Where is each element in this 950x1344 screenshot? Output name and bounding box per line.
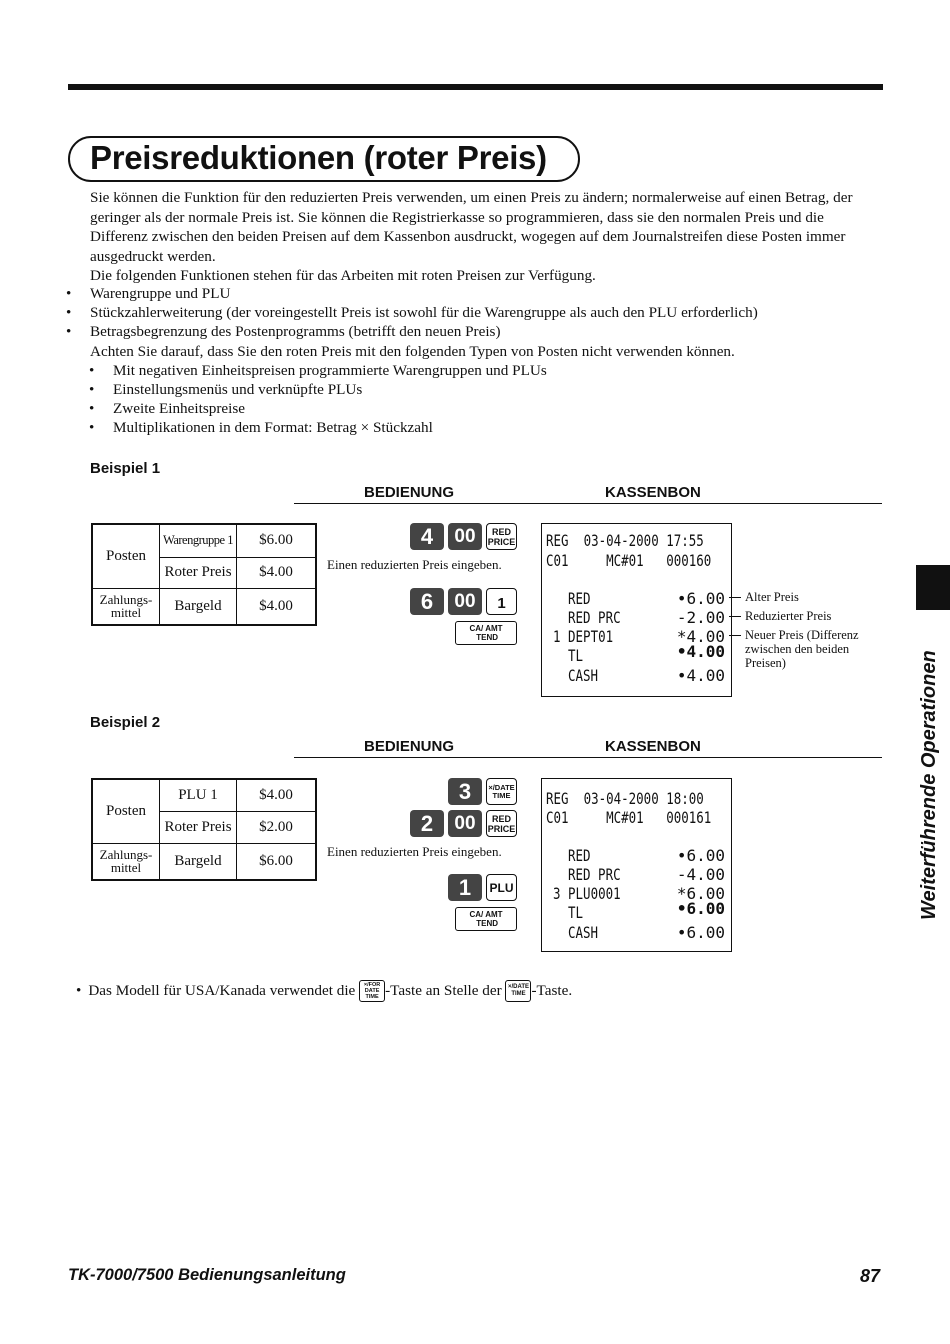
instruction-note: Einen reduzierten Preis eingeben. bbox=[327, 844, 502, 859]
receipt-line-value: •6.00 bbox=[676, 923, 725, 942]
payment-type: Bargeld bbox=[160, 843, 237, 880]
receipt-2 bbox=[541, 778, 732, 952]
receipt-header: KASSENBON bbox=[605, 738, 701, 755]
receipt-total-value: •4.00 bbox=[676, 642, 725, 661]
item-price: $6.00 bbox=[237, 524, 317, 557]
cash-amount-tend-key[interactable]: CA/ AMT TEND bbox=[455, 621, 517, 645]
example1-table bbox=[91, 523, 317, 626]
payment-amount: $6.00 bbox=[237, 843, 317, 880]
function-item: • Betragsbegrenzung des Postenprogramms (betrifft den neuen Preis) bbox=[66, 323, 501, 340]
key-6[interactable]: 6 bbox=[410, 588, 444, 615]
cash-amount-tend-key[interactable]: CA/ AMT TEND bbox=[455, 907, 517, 931]
key-4[interactable]: 4 bbox=[410, 523, 444, 550]
receipt-line-label: TL bbox=[568, 646, 584, 665]
payment-label: Zahlungs- mittel bbox=[92, 588, 160, 625]
receipt-header: KASSENBON bbox=[605, 484, 701, 501]
receipt-1 bbox=[541, 523, 732, 697]
callout-old-price: Alter Preis bbox=[745, 590, 799, 604]
header-rule bbox=[294, 757, 882, 758]
receipt-line-value: *6.00 bbox=[676, 884, 725, 903]
receipt-line-label: RED bbox=[568, 846, 591, 865]
receipt-line-value: •4.00 bbox=[676, 666, 725, 685]
callout-line bbox=[729, 597, 741, 598]
item-name: PLU 1 bbox=[160, 779, 237, 811]
page-number: 87 bbox=[860, 1266, 881, 1286]
department-key-1[interactable]: 1 bbox=[486, 588, 517, 615]
section-tab-label: Weiterführende Operationen bbox=[918, 650, 940, 920]
receipt-line-label: 3 PLU0001 bbox=[553, 884, 621, 903]
callout-reduced-price: Reduzierter Preis bbox=[745, 609, 832, 623]
plu-key[interactable]: PLU bbox=[486, 874, 517, 901]
callout-line bbox=[729, 635, 741, 636]
footnote-text: -Taste an Stelle der bbox=[385, 982, 506, 1000]
footnote bbox=[76, 980, 572, 1002]
receipt-total-value: •6.00 bbox=[676, 899, 725, 918]
receipt-line-value: •6.00 bbox=[676, 589, 725, 608]
restriction-item: • Mit negativen Einheitspreisen programmierte Warengruppen und PLUs bbox=[89, 362, 547, 379]
red-price-value: $2.00 bbox=[237, 811, 317, 843]
key-00[interactable]: 00 bbox=[448, 810, 482, 837]
function-item: • Stückzahlerweiterung (der voreingestellt Preis ist sowohl für die Warengruppe als auch den PLU erforderlich) bbox=[66, 304, 758, 321]
operation-header: BEDIENUNG bbox=[364, 738, 455, 755]
callout-line bbox=[729, 616, 741, 617]
payment-type: Bargeld bbox=[160, 588, 237, 625]
key-00[interactable]: 00 bbox=[448, 588, 482, 615]
receipt-line-label: RED PRC bbox=[568, 865, 621, 884]
receipt-line-label: RED bbox=[568, 589, 591, 608]
posten-label: Posten bbox=[92, 779, 160, 843]
functions-intro: Die folgenden Funktionen stehen für das Arbeiten mit roten Preisen zur Verfügung. bbox=[90, 267, 596, 284]
restriction-item: • Multiplikationen in dem Format: Betrag × Stückzahl bbox=[89, 419, 433, 436]
footer-manual-title: TK-7000/7500 Bedienungsanleitung bbox=[68, 1266, 346, 1284]
red-price-key[interactable]: RED PRICE bbox=[486, 523, 517, 550]
example2-heading: Beispiel 2 bbox=[90, 714, 161, 731]
payment-label: Zahlungs- mittel bbox=[92, 843, 160, 880]
intro-paragraph bbox=[90, 188, 875, 286]
function-item: • Warengruppe und PLU bbox=[66, 285, 231, 302]
receipt-line-label: TL bbox=[568, 903, 584, 922]
key-00[interactable]: 00 bbox=[448, 523, 482, 550]
receipt-line-value: -4.00 bbox=[676, 865, 725, 884]
receipt-line-value: *4.00 bbox=[676, 627, 725, 646]
restriction-item: • Zweite Einheitspreise bbox=[89, 400, 246, 417]
key-2[interactable]: 2 bbox=[410, 810, 444, 837]
receipt-line-value: -2.00 bbox=[676, 608, 725, 627]
item-name: Warengruppe 1 bbox=[160, 524, 237, 557]
callout-new-price: Neuer Preis (Differenz zwischen den beiden Preisen) bbox=[745, 628, 859, 670]
key-1[interactable]: 1 bbox=[448, 874, 482, 901]
payment-amount: $4.00 bbox=[237, 588, 317, 625]
restriction-item: • Einstellungsmenüs und verknüpfte PLUs bbox=[89, 381, 363, 398]
receipt-line-value: •6.00 bbox=[676, 846, 725, 865]
caution-text: Achten Sie darauf, dass Sie den roten Preis mit den folgenden Typen von Posten nicht verwenden können. bbox=[90, 343, 735, 360]
receipt-header-line: C01 MC#01 000160 bbox=[546, 551, 712, 570]
section-tab-marker bbox=[916, 565, 950, 610]
example1-heading: Beispiel 1 bbox=[90, 460, 161, 477]
date-time-key: ×/DATE TIME bbox=[505, 980, 531, 1002]
footnote-text: -Taste. bbox=[531, 982, 573, 1000]
receipt-line-label: CASH bbox=[568, 666, 599, 685]
posten-label: Posten bbox=[92, 524, 160, 588]
multiply-date-time-key[interactable]: ×/DATE TIME bbox=[486, 778, 517, 805]
header-rule bbox=[294, 503, 882, 504]
receipt-line-label: CASH bbox=[568, 923, 599, 942]
footnote-text: Das Modell für USA/Kanada verwendet die bbox=[88, 982, 360, 1000]
receipt-header-line: REG 03-04-2000 18:00 bbox=[546, 789, 704, 808]
red-price-label: Roter Preis bbox=[160, 557, 237, 588]
operation-header: BEDIENUNG bbox=[364, 484, 455, 501]
receipt-line-label: 1 DEPT01 bbox=[553, 627, 614, 646]
intro-text: Sie können die Funktion für den reduzierten Preis verwenden, um einen Preis zu ändern; normalerweise auf einen Betrag, der geringer als der normale Preis ist. Sie können die Registrierkasse so programmieren, dass sie den normalen Preis und die Differenz zwischen den beiden Preisen auf dem Kassenbon ausdruckt, wogegen auf dem Journalstreifen diese Posten immer ausgedruckt werden. bbox=[90, 189, 853, 265]
bullet: • bbox=[76, 982, 82, 1000]
receipt-line-label: RED PRC bbox=[568, 608, 621, 627]
red-price-value: $4.00 bbox=[237, 557, 317, 588]
page-title: Preisreduktionen (roter Preis) bbox=[90, 139, 547, 176]
instruction-note: Einen reduzierten Preis eingeben. bbox=[327, 557, 502, 572]
example2-table bbox=[91, 778, 317, 881]
receipt-header-line: C01 MC#01 000161 bbox=[546, 808, 712, 827]
red-price-key[interactable]: RED PRICE bbox=[486, 810, 517, 837]
for-date-time-key: ×/FOR DATE TIME bbox=[359, 980, 385, 1002]
red-price-label: Roter Preis bbox=[160, 811, 237, 843]
key-3[interactable]: 3 bbox=[448, 778, 482, 805]
receipt-header-line: REG 03-04-2000 17:55 bbox=[546, 531, 704, 550]
item-price: $4.00 bbox=[237, 779, 317, 811]
top-rule bbox=[68, 84, 883, 90]
